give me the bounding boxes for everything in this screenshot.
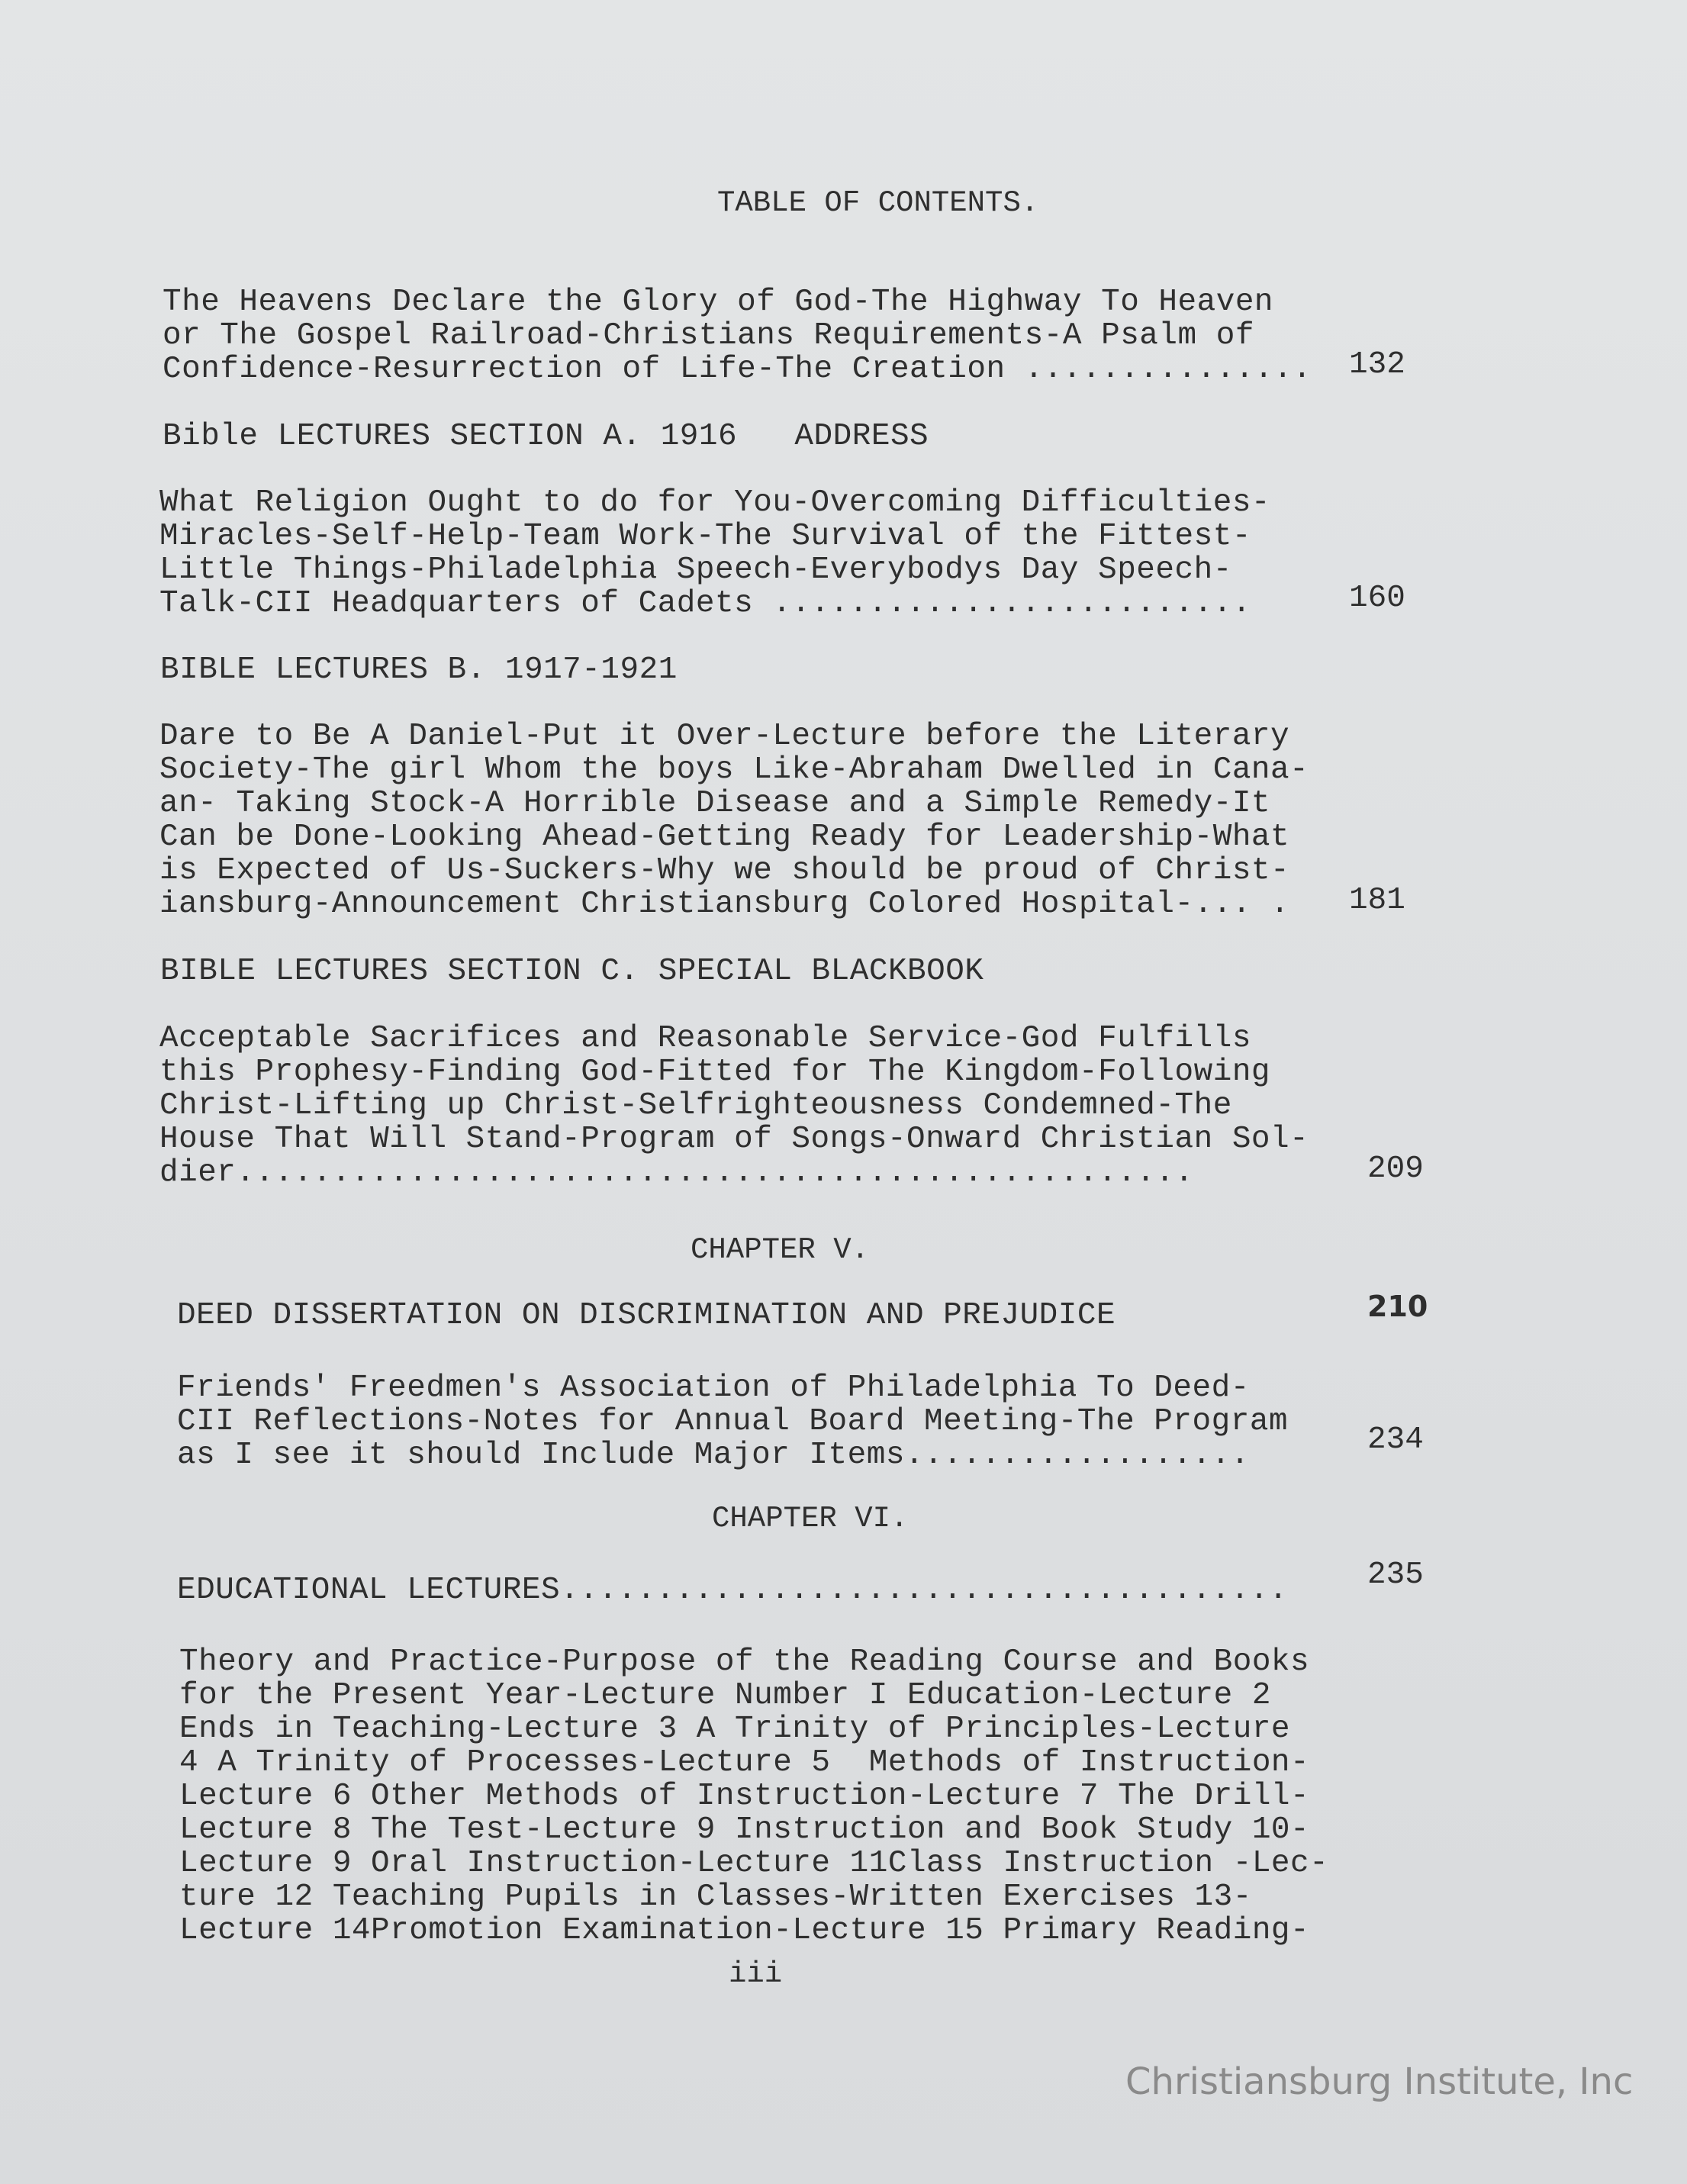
toc-line: iansburg-Announcement Christiansburg Colored Hospital-... .: [159, 887, 1290, 922]
toc-line: an- Taking Stock-A Horrible Disease and a Simple Remedy-It: [159, 786, 1271, 821]
toc-page-number: 132: [1349, 347, 1405, 382]
toc-line: Lecture 8 The Test-Lecture 9 Instruction and Book Study 10-: [179, 1812, 1310, 1847]
section-heading: Bible LECTURES SECTION A. 1916 ADDRESS: [163, 419, 929, 454]
toc-line: Acceptable Sacrifices and Reasonable Service-God Fulfills: [159, 1021, 1251, 1056]
page-title: TABLE OF CONTENTS.: [717, 186, 1039, 220]
toc-line: House That Will Stand-Program of Songs-Onward Christian Sol-: [159, 1122, 1309, 1157]
toc-line: Miracles-Self-Help-Team Work-The Survival of the Fittest-: [159, 519, 1251, 554]
toc-line: Lecture 14Promotion Examination-Lecture 15 Primary Reading-: [179, 1913, 1310, 1948]
toc-page-number: 181: [1349, 883, 1405, 918]
toc-page-number: 210: [1367, 1290, 1428, 1323]
toc-line: or The Gospel Railroad-Christians Requirements-A Psalm of: [163, 318, 1254, 353]
toc-line: Confidence-Resurrection of Life-The Creation ...............: [163, 352, 1312, 387]
toc-line: What Religion Ought to do for You-Overcoming Difficulties-: [159, 485, 1271, 520]
toc-line: this Prophesy-Finding God-Fitted for The Kingdom-Following: [159, 1055, 1271, 1090]
toc-line: Friends' Freedmen's Association of Philadelphia To Deed-: [177, 1371, 1250, 1406]
toc-line: is Expected of Us-Suckers-Why we should be proud of Christ-: [159, 853, 1290, 888]
toc-line: dier..................................................: [159, 1155, 1194, 1190]
section-heading: BIBLE LECTURES SECTION C. SPECIAL BLACKBOOK: [160, 954, 984, 989]
toc-line: Little Things-Philadelphia Speech-Everybodys Day Speech-: [159, 552, 1232, 588]
toc-page-number: 209: [1367, 1152, 1424, 1187]
page-number: iii: [729, 1957, 783, 1991]
toc-line: 4 A Trinity of Processes-Lecture 5 Methods of Instruction-: [179, 1745, 1310, 1780]
toc-page-number: 235: [1367, 1557, 1424, 1593]
toc-page-number: 160: [1349, 581, 1405, 616]
toc-line: ture 12 Teaching Pupils in Classes-Written Exercises 13-: [179, 1880, 1252, 1915]
chapter-heading: CHAPTER V.: [691, 1233, 870, 1267]
toc-line: as I see it should Include Major Items..................: [177, 1438, 1250, 1473]
toc-line: Society-The girl Whom the boys Like-Abraham Dwelled in Cana-: [159, 752, 1309, 788]
toc-line: Ends in Teaching-Lecture 3 A Trinity of Principles-Lecture: [179, 1712, 1291, 1747]
section-heading: BIBLE LECTURES B. 1917-1921: [160, 652, 678, 688]
toc-line: Can be Done-Looking Ahead-Getting Ready for Leadership-What: [159, 820, 1290, 855]
toc-line: Lecture 6 Other Methods of Instruction-Lecture 7 The Drill-: [179, 1779, 1310, 1814]
toc-line: Lecture 9 Oral Instruction-Lecture 11Class Instruction -Lec-: [179, 1846, 1329, 1881]
toc-line: Dare to Be A Daniel-Put it Over-Lecture before the Literary: [159, 719, 1290, 754]
toc-line: The Heavens Declare the Glory of God-The Highway To Heaven: [163, 285, 1274, 320]
section-heading: EDUCATIONAL LECTURES......................................: [177, 1573, 1289, 1608]
toc-line: Christ-Lifting up Christ-Selfrighteousness Condemned-The: [159, 1088, 1232, 1123]
toc-line: CII Reflections-Notes for Annual Board Meeting-The Program: [177, 1404, 1289, 1439]
section-heading: DEED DISSERTATION ON DISCRIMINATION AND PREJUDICE: [177, 1298, 1116, 1333]
toc-line: for the Present Year-Lecture Number I Education-Lecture 2: [179, 1678, 1271, 1713]
chapter-heading: CHAPTER VI.: [712, 1502, 909, 1535]
toc-page-number: 234: [1367, 1422, 1424, 1458]
toc-line: Theory and Practice-Purpose of the Reading Course and Books: [179, 1644, 1310, 1680]
toc-line: Talk-CII Headquarters of Cadets .........................: [159, 586, 1251, 621]
watermark: Christiansburg Institute, Inc: [1125, 2060, 1634, 2103]
